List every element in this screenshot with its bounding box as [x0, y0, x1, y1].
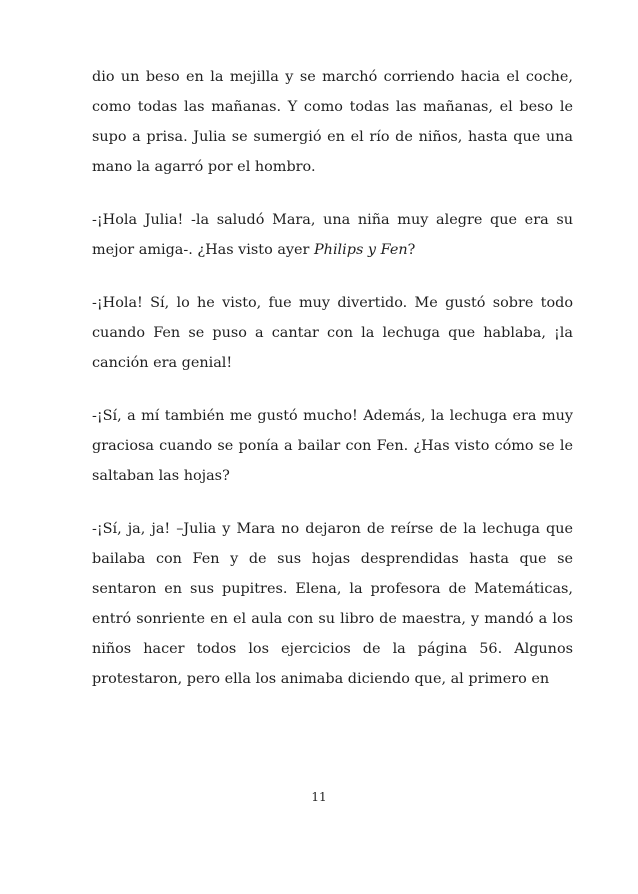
body-text — [92, 62, 573, 717]
paragraph-2 — [92, 205, 573, 265]
paragraph-2-text: -¡Hola Julia! -la saludó Mara, una niña muy alegre que era su mejor amiga-. ¿Has visto ayer — [92, 212, 573, 258]
page-number: 11 — [311, 790, 327, 804]
paragraph-3: -¡Hola! Sí, lo he visto, fue muy divertido. Me gustó sobre todo cuando Fen se puso a cantar con la lechuga que hablaba, ¡la canción era genial! — [92, 295, 573, 371]
paragraph-5: -¡Sí, ja, ja! –Julia y Mara no dejaron de reírse de la lechuga que bailaba con Fen y de sus hojas desprendidas hasta que se sentaron en sus pupitres. Elena, la profesora de Matemáticas, entró sonriente en el aula con su libro de maestra, y mandó a los niños hacer todos los ejercicios de la página 56. Algunos protestaron, pero ella los animaba diciendo que, al primero en — [92, 521, 573, 687]
show-title: Philips y Fen — [314, 242, 408, 258]
paragraph-2-end: ? — [407, 242, 416, 258]
paragraph-4: -¡Sí, a mí también me gustó mucho! Además, la lechuga era muy graciosa cuando se ponía a bailar con Fen. ¿Has visto cómo se le saltaban las hojas? — [92, 408, 573, 484]
paragraph-1: dio un beso en la mejilla y se marchó corriendo hacia el coche, como todas las mañanas. Y como todas las mañanas, el beso le supo a prisa. Julia se sumergió en el río de niños, hasta que una mano la agarró por el hombro. — [92, 69, 573, 175]
